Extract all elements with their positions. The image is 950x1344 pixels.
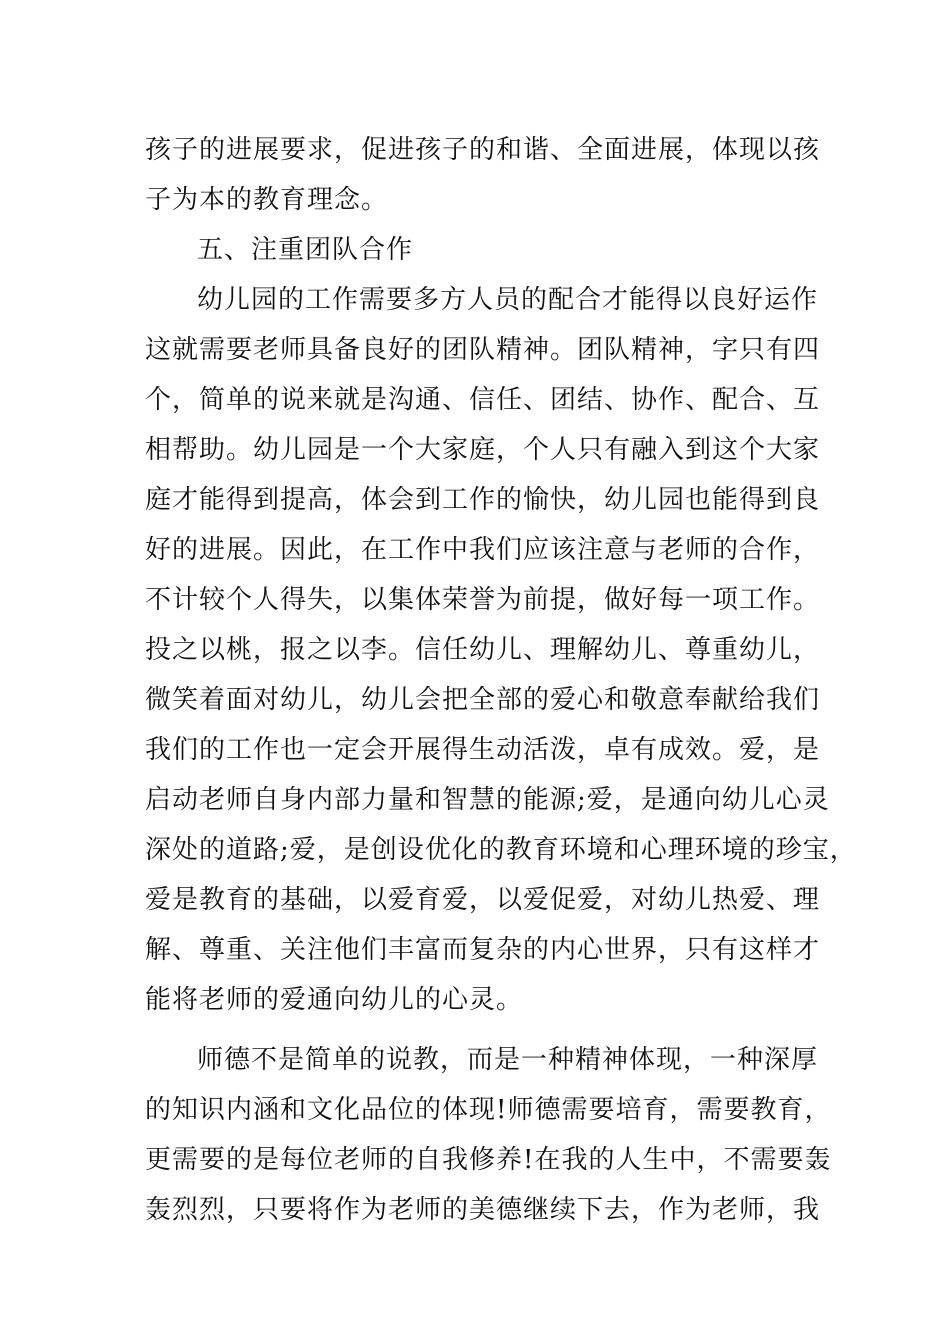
text-line: 更需要的是每位老师的自我修养!在我的人生中，不需要轰	[145, 1145, 832, 1175]
text-line: 个，简单的说来就是沟通、信任、团结、协作、配合、互	[145, 385, 821, 415]
text-line: 启动老师自身内部力量和智慧的能源;爱，是通向幼儿心灵	[145, 785, 830, 815]
text-line: 爱是教育的基础，以爱育爱，以爱促爱，对幼儿热爱、理	[145, 885, 821, 915]
text-line: 这就需要老师具备良好的团队精神。团队精神，字只有四	[145, 335, 821, 365]
text-line: 投之以桃，报之以李。信任幼儿、理解幼儿、尊重幼儿，	[145, 635, 821, 665]
text-line: 微笑着面对幼儿，幼儿会把全部的爱心和敬意奉献给我们	[145, 685, 821, 715]
text-line: 的知识内涵和文化品位的体现!师德需要培育，需要教育，	[145, 1095, 832, 1125]
section-heading: 五、注重团队合作	[197, 235, 414, 265]
text-line: 我们的工作也一定会开展得生动活泼，卓有成效。爱，是	[145, 735, 821, 765]
text-line: 深处的道路;爱，是创设优化的教育环境和心理环境的珍宝，	[145, 835, 857, 865]
text-line: 子为本的教育理念。	[145, 185, 389, 215]
text-line: 好的进展。因此，在工作中我们应该注意与老师的合作，	[145, 535, 821, 565]
text-line: 解、尊重、关注他们丰富而复杂的内心世界，只有这样才	[145, 935, 821, 965]
text-line: 幼儿园的工作需要多方人员的配合才能得以良好运作	[197, 285, 819, 315]
text-line: 孩子的进展要求，促进孩子的和谐、全面进展，体现以孩	[145, 135, 821, 165]
text-line: 能将老师的爱通向幼儿的心灵。	[145, 985, 524, 1015]
text-line: 不计较个人得失，以集体荣誉为前提，做好每一项工作。	[145, 585, 821, 615]
text-line: 师德不是简单的说教，而是一种精神体现，一种深厚	[197, 1045, 819, 1075]
text-line: 庭才能得到提高，体会到工作的愉快，幼儿园也能得到良	[145, 485, 821, 515]
text-line: 轰烈烈，只要将作为老师的美德继续下去，作为老师，我	[145, 1195, 821, 1225]
text-line: 相帮助。幼儿园是一个大家庭，个人只有融入到这个大家	[145, 435, 821, 465]
